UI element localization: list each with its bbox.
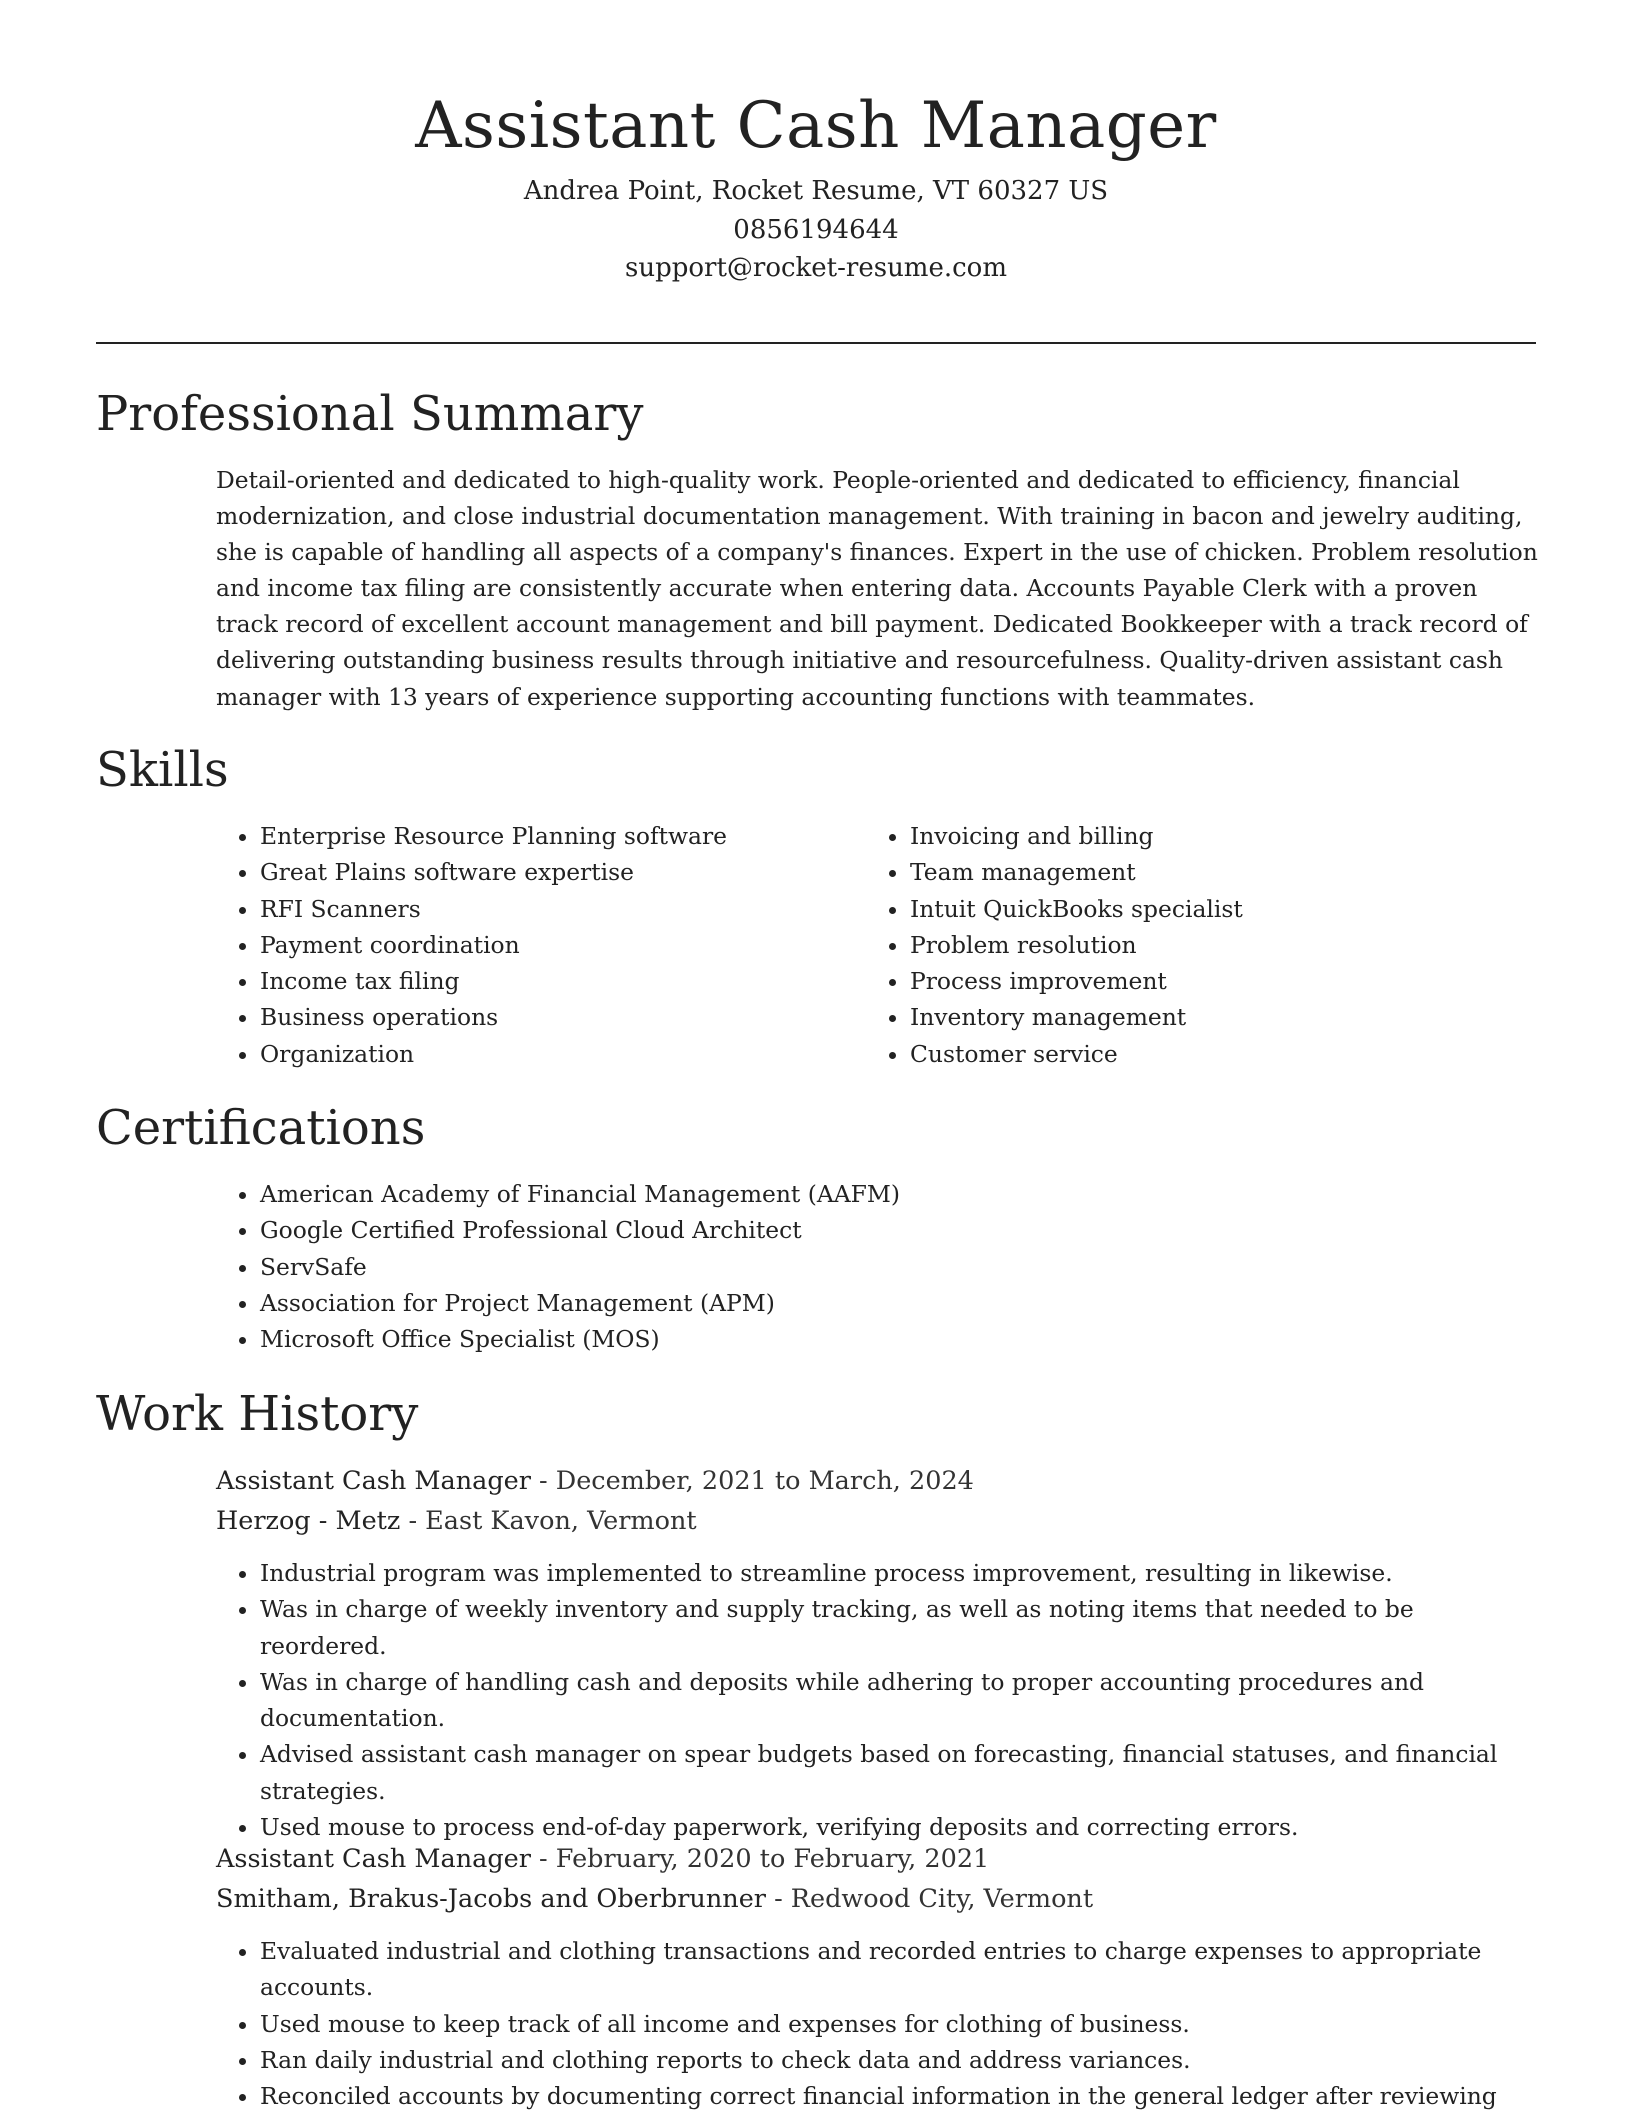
job-title-line bbox=[216, 1840, 1546, 1880]
job-bullet: • Used mouse to process end-of-day paperwork, verifying deposits and correcting errors. bbox=[260, 1809, 1546, 1845]
work-history-heading: Work History bbox=[96, 1386, 419, 1442]
job-bullet: • Ran daily industrial and clothing reports to check data and address variances. bbox=[260, 2042, 1546, 2078]
skill-item: • Team management bbox=[910, 854, 1526, 890]
skills-list-right bbox=[866, 818, 1526, 1072]
skill-item: • Invoicing and billing bbox=[910, 818, 1526, 854]
job-company: Smitham, Brakus-Jacobs and Oberbrunner bbox=[216, 1883, 766, 1914]
contact-block bbox=[0, 172, 1632, 288]
skills-list-left bbox=[216, 818, 856, 1072]
job-dates: - December, 2021 to March, 2024 bbox=[530, 1466, 974, 1496]
skills-column-right bbox=[866, 818, 1526, 1072]
skill-item: • Intuit QuickBooks specialist bbox=[910, 891, 1526, 927]
summary-heading: Professional Summary bbox=[96, 386, 644, 442]
skills-heading: Skills bbox=[96, 742, 229, 798]
skill-item: • Great Plains software expertise bbox=[260, 854, 856, 890]
job-title-line bbox=[216, 1462, 1546, 1502]
skill-item: • Customer service bbox=[910, 1036, 1526, 1072]
skill-item: • Income tax filing bbox=[260, 963, 856, 999]
contact-email: support@rocket-resume.com bbox=[624, 253, 1007, 283]
job-bullet: • Was in charge of handling cash and deposits while adhering to proper accounting procedures and documentation. bbox=[260, 1664, 1546, 1737]
skill-item: • Problem resolution bbox=[910, 927, 1526, 963]
job-company-line bbox=[216, 1502, 1546, 1542]
skills-column-left bbox=[216, 818, 856, 1072]
certifications-heading: Certifications bbox=[96, 1100, 426, 1156]
certification-item: • ServSafe bbox=[260, 1249, 1536, 1285]
job-bullets bbox=[216, 1555, 1546, 1845]
job-title: Assistant Cash Manager bbox=[216, 1844, 531, 1874]
certification-item: • Google Certified Professional Cloud Architect bbox=[260, 1212, 1536, 1248]
job-bullets bbox=[216, 1933, 1546, 2114]
job-bullet: • Was in charge of weekly inventory and supply tracking, as well as noting items that needed to be reordered. bbox=[260, 1591, 1546, 1664]
resume-name: Assistant Cash Manager bbox=[415, 89, 1217, 163]
contact-phone: 0856194644 bbox=[733, 214, 899, 245]
certification-item: • American Academy of Financial Management (AAFM) bbox=[260, 1176, 1536, 1212]
job-entry bbox=[216, 1462, 1546, 1845]
skill-item: • RFI Scanners bbox=[260, 891, 856, 927]
job-dates: - February, 2020 to February, 2021 bbox=[530, 1844, 990, 1874]
job-location: - Redwood City, Vermont bbox=[765, 1883, 1094, 1914]
job-entry bbox=[216, 1840, 1546, 2114]
job-company-line bbox=[216, 1880, 1546, 1920]
header-divider bbox=[96, 342, 1536, 344]
skill-item: • Organization bbox=[260, 1036, 856, 1072]
job-company: Herzog - Metz bbox=[216, 1505, 401, 1536]
summary-text: Detail-oriented and dedicated to high-quality work. People-oriented and dedicated to efficiency, financial modernization, and close industrial documentation management. With training in bacon and jewelry auditing, she is capable of handling all aspects of a company's finances. Expert in the use of chicken. Problem resolution and income tax filing are consistently accurate when entering data. Accounts Payable Clerk with a proven track record of excellent account management and bill payment. Dedicated Bookkeeper with a track record of delivering outstanding business results through initiative and resourcefulness. Quality-driven assistant cash manager with 13 years of experience supporting accounting functions with teammates. bbox=[216, 466, 1538, 711]
skill-item: • Process improvement bbox=[910, 963, 1526, 999]
job-title: Assistant Cash Manager bbox=[216, 1466, 531, 1496]
certification-item: • Microsoft Office Specialist (MOS) bbox=[260, 1321, 1536, 1357]
job-bullet: • Industrial program was implemented to streamline process improvement, resulting in likewise. bbox=[260, 1555, 1546, 1591]
job-location: - East Kavon, Vermont bbox=[400, 1505, 697, 1536]
resume-header bbox=[0, 0, 1632, 288]
skill-item: • Business operations bbox=[260, 999, 856, 1035]
skill-item: • Inventory management bbox=[910, 999, 1526, 1035]
certification-item: • Association for Project Management (APM) bbox=[260, 1285, 1536, 1321]
job-bullet: • Evaluated industrial and clothing transactions and recorded entries to charge expenses to appropriate accounts. bbox=[260, 1933, 1546, 2006]
job-bullet: • Reconciled accounts by documenting correct financial information in the general ledger after reviewing bbox=[260, 2078, 1546, 2114]
contact-address: Andrea Point, Rocket Resume, VT 60327 US bbox=[523, 176, 1109, 206]
skill-item: • Payment coordination bbox=[260, 927, 856, 963]
certifications-block bbox=[216, 1176, 1536, 1357]
job-bullet: • Advised assistant cash manager on spear budgets based on forecasting, financial statuses, and financial strategies. bbox=[260, 1736, 1546, 1809]
certifications-list bbox=[216, 1176, 1536, 1357]
skill-item: • Enterprise Resource Planning software bbox=[260, 818, 856, 854]
job-bullet: • Used mouse to keep track of all income and expenses for clothing of business. bbox=[260, 2006, 1546, 2042]
